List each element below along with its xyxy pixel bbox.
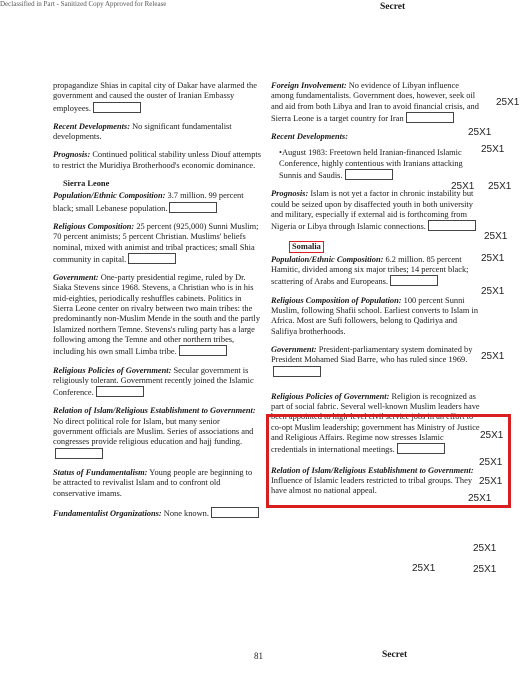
exemption-code: 25X1 <box>481 286 505 297</box>
list-item: • August 1983: Freetown held Iranian-financed Islamic Conference, highly contentious with Iranians attacking Sunnis and Saudis. <box>279 148 481 181</box>
sl-population: Population/Ethnic Composition: 3.7 million. 99 percent black; small Lebanese population. <box>53 191 244 213</box>
so-religious-composition: Religious Composition of Population: 100 percent Sunni Muslim, following Shafii school. Earliest converts to Islam in Africa. Most are Sufi followers, belong to Qadiriya and Salifiya brotherhoods. <box>271 295 479 336</box>
exemption-code: 25X1 <box>496 97 520 108</box>
redaction-box <box>273 366 321 377</box>
country-heading-sierra-leone: Sierra Leone <box>63 179 110 189</box>
page-number: 81 <box>254 651 263 661</box>
redaction-box <box>211 507 259 518</box>
exemption-code: 25X1 <box>451 181 475 192</box>
exemption-code: 25X1 <box>468 127 492 138</box>
sl-foreign-involvement: Foreign Involvement: No evidence of Libyan influence among fundamentalists. Government does, however, seek oil and aid from both Libya and Iran to avoid financial crisis, and Sierra Leone is a target country for Iran <box>271 81 479 123</box>
sl-prognosis: Prognosis: Islam is not yet a factor in chronic instability but could be seized upon by disaffected youth in both university and military, especially if external aid is forthcoming from Nigeria or Libya through Islamic connections. <box>271 189 481 232</box>
classification-header: Secret <box>380 2 406 12</box>
sl-relation-islam: Relation of Islam/Religious Establishment to Government: No direct political role for Islam, but many senior government officials are Muslim. Series of associations and congresses provide religious education and hajj funding. <box>53 406 261 459</box>
sl-religious-composition: Religious Composition: 25 percent (925,000) Sunni Muslim; 70 percent animists; 5 percent Christian. Muslims' beliefs nominal, mixed with animist and tribal practices; small Shia community in capital. <box>53 221 259 264</box>
exemption-code: 25X1 <box>484 231 508 242</box>
redaction-box <box>179 345 227 356</box>
so-relation-islam: Relation of Islam/Religious Establishment to Government: Influence of Islamic leaders restricted to tribal groups. They have almost no national appeal. <box>271 465 474 496</box>
classification-footer: Secret <box>382 650 408 660</box>
redaction-box <box>169 202 217 213</box>
left-column <box>53 81 261 527</box>
exemption-code: 25X1 <box>473 564 497 575</box>
sl-government: Government: One-party presidential regime, ruled by Dr. Siaka Stevens since 1968. Stevens, a Christian who is in his mid-eighties, periodically reshuffles cabinets. Politics in Sierra Leone center on rivalry between two main tribes: the predominantly non-Muslim Mende in the south and the partly Islamized northern Temne. Stevens's ruling party has a large following among the Temne and other northern tribes, including his own small Limba tribe. <box>53 273 261 357</box>
sl-religious-policies: Religious Policies of Government: Secular government is religiously tolerant. Government recently joined the Islamic Conference. <box>53 365 254 398</box>
exemption-code: 25X1 <box>480 430 504 441</box>
senegal-continuation: propagandize Shias in capital city of Dakar have alarmed the government and caused the ouster of Iranian Embassy employees. <box>53 81 257 113</box>
sl-fundamentalist-orgs: Fundamentalist Organizations: None known. <box>53 507 261 519</box>
exemption-code: 25X1 <box>479 457 503 468</box>
redaction-box <box>96 386 144 397</box>
exemption-code: 25X1 <box>412 563 436 574</box>
redaction-box <box>406 112 454 123</box>
so-population: Population/Ethnic Composition: 6.2 million. 85 percent Hamitic, divided among six major tribes; 14 percent black; scattering of Arabs and Europeans. <box>271 254 469 287</box>
redaction-box <box>128 253 176 264</box>
so-religious-policies: Religious Policies of Government: Religion is recognized as part of social fabric. Several well-known Muslim leaders have been appointed to high-level civil service jobs in an effort to co-opt Muslim leadership; government has Ministry of Justice and Religious Affairs. Regime now stresses Islamic credentials in international meetings. <box>271 391 480 455</box>
redaction-box <box>390 275 438 286</box>
exemption-code: 25X1 <box>481 253 505 264</box>
exemption-code: 25X1 <box>481 144 505 155</box>
exemption-code: 25X1 <box>473 543 497 554</box>
exemption-code: 25X1 <box>479 476 503 487</box>
redaction-box <box>345 169 393 180</box>
exemption-code: 25X1 <box>468 493 492 504</box>
sl-status-fundamentalism: Status of Fundamentalism: Young people are beginning to be attracted to revivalist Islam and to confront old conservative imams. <box>53 467 253 498</box>
redaction-box <box>93 102 141 113</box>
country-heading-somalia: Somalia <box>289 241 481 253</box>
redaction-box <box>428 220 476 231</box>
so-government: Government: President-parliamentary system dominated by President Mohamed Siad Barre, who has ruled since 1969. <box>271 345 481 378</box>
recent-developments-list <box>271 148 481 181</box>
sl-recent-developments: Recent Developments: <box>271 132 348 142</box>
senegal-prognosis: Prognosis: Continued political stability unless Diouf attempts to restrict the Muridiya Brotherhood's economic dominance. <box>53 150 261 170</box>
redaction-box <box>55 448 103 459</box>
senegal-recent-developments: Recent Developments: No significant fundamentalist developments. <box>53 121 232 142</box>
exemption-code: 25X1 <box>481 351 505 362</box>
exemption-code: 25X1 <box>488 181 512 192</box>
declassification-banner: Declassified in Part - Sanitized Copy Approved for Release <box>0 0 167 8</box>
